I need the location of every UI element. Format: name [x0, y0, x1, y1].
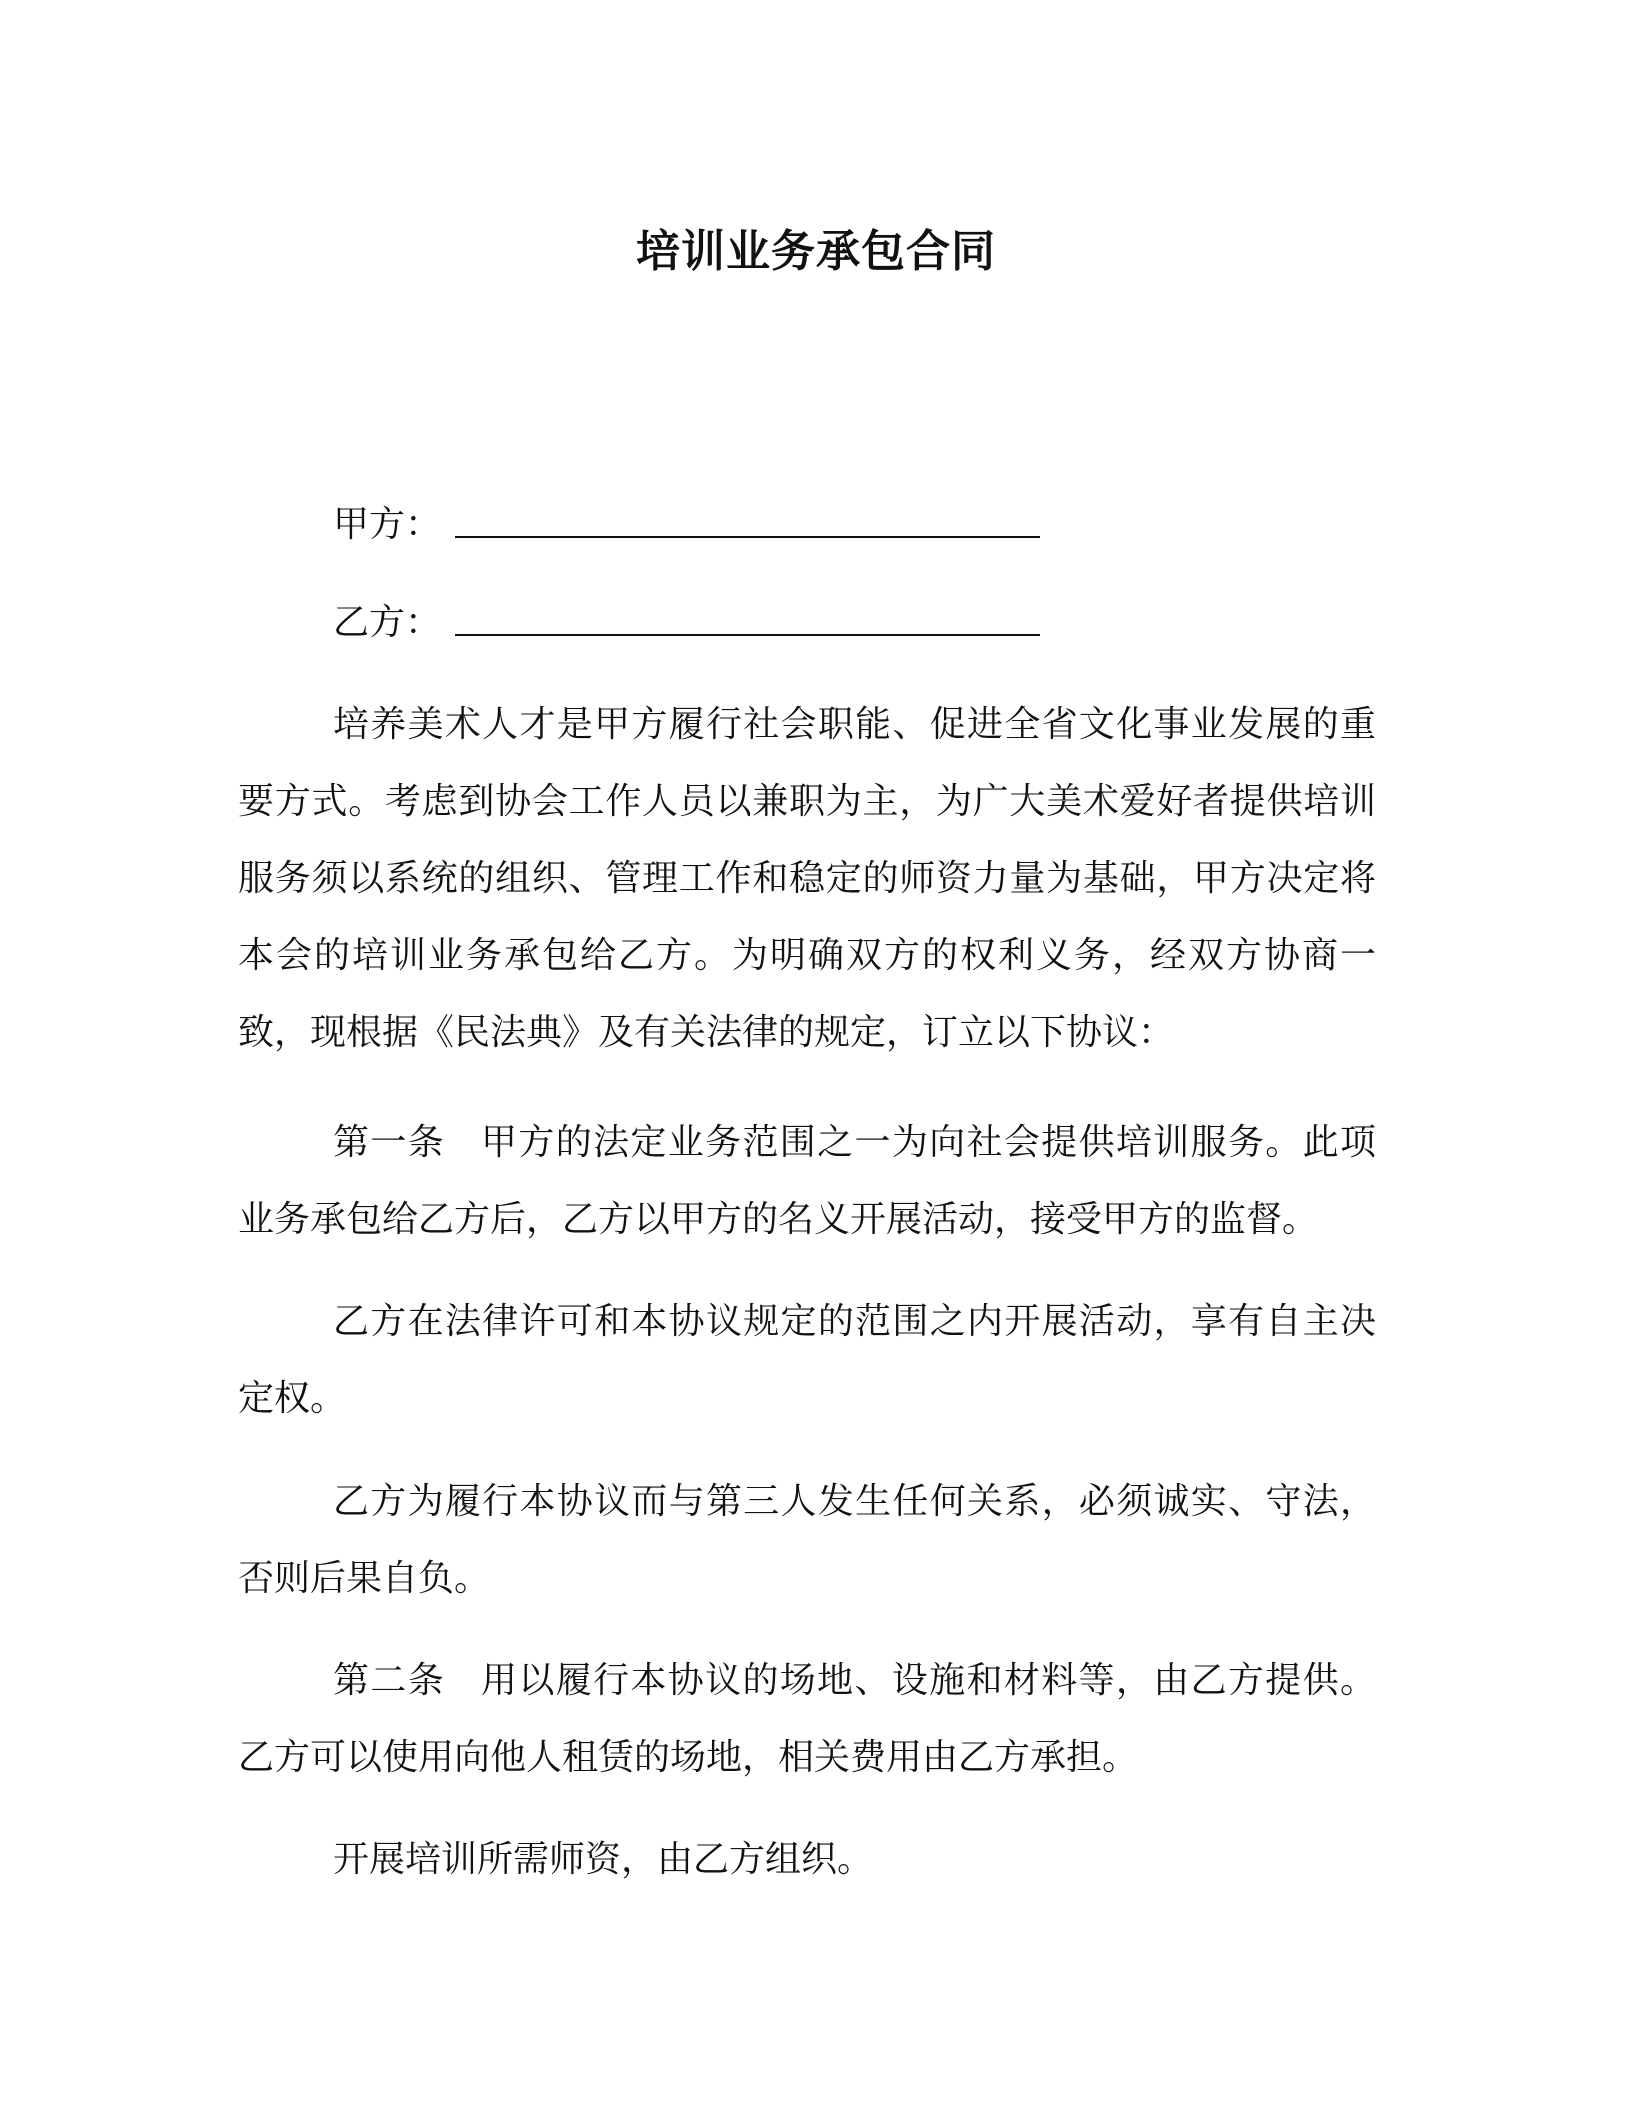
paragraph-clause-1-b — [238, 1283, 1376, 1437]
paragraph-preamble — [238, 686, 1376, 1071]
paragraph-text: 甲方的法定业务范围之一为向社会提供培训服务。此项业务承包给乙方后，乙方以甲方的名义开展活动，接受甲方的监督。 — [238, 1122, 1376, 1240]
paragraph-text: 乙方为履行本协议而与第三人发生任何关系，必须诚实、守法，否则后果自负。 — [238, 1481, 1376, 1599]
paragraph-clause-2-b — [238, 1821, 1376, 1898]
paragraph-text: 用以履行本协议的场地、设施和材料等，由乙方提供。乙方可以使用向他人租赁的场地，相关费用由乙方承担。 — [238, 1660, 1376, 1778]
paragraph-text: 乙方在法律许可和本协议规定的范围之内开展活动，享有自主决定权。 — [238, 1301, 1376, 1419]
party-b-label: 乙方： — [333, 602, 442, 643]
party-b-blank[interactable] — [455, 634, 1040, 636]
party-b-row — [333, 598, 1040, 648]
paragraph-clause-1 — [238, 1104, 1376, 1258]
clause-number: 第一条 — [333, 1122, 446, 1163]
party-a-row — [333, 500, 1040, 550]
paragraph-text: 开展培训所需师资，由乙方组织。 — [333, 1839, 874, 1880]
paragraph-clause-1-c — [238, 1463, 1376, 1617]
party-a-label: 甲方： — [333, 504, 442, 545]
paragraph-clause-2 — [238, 1642, 1376, 1796]
party-a-blank[interactable] — [455, 536, 1040, 538]
document-title: 培训业务承包合同 — [636, 226, 996, 277]
paragraph-text: 培养美术人才是甲方履行社会职能、促进全省文化事业发展的重要方式。考虑到协会工作人员以兼职为主，为广大美术爱好者提供培训服务须以系统的组织、管理工作和稳定的师资力量为基础，甲方决定将本会的培训业务承包给乙方。为明确双方的权利义务，经双方协商一致，现根据《民法典》及有关法律的规定，订立以下协议： — [238, 704, 1376, 1053]
clause-number: 第二条 — [333, 1660, 446, 1701]
